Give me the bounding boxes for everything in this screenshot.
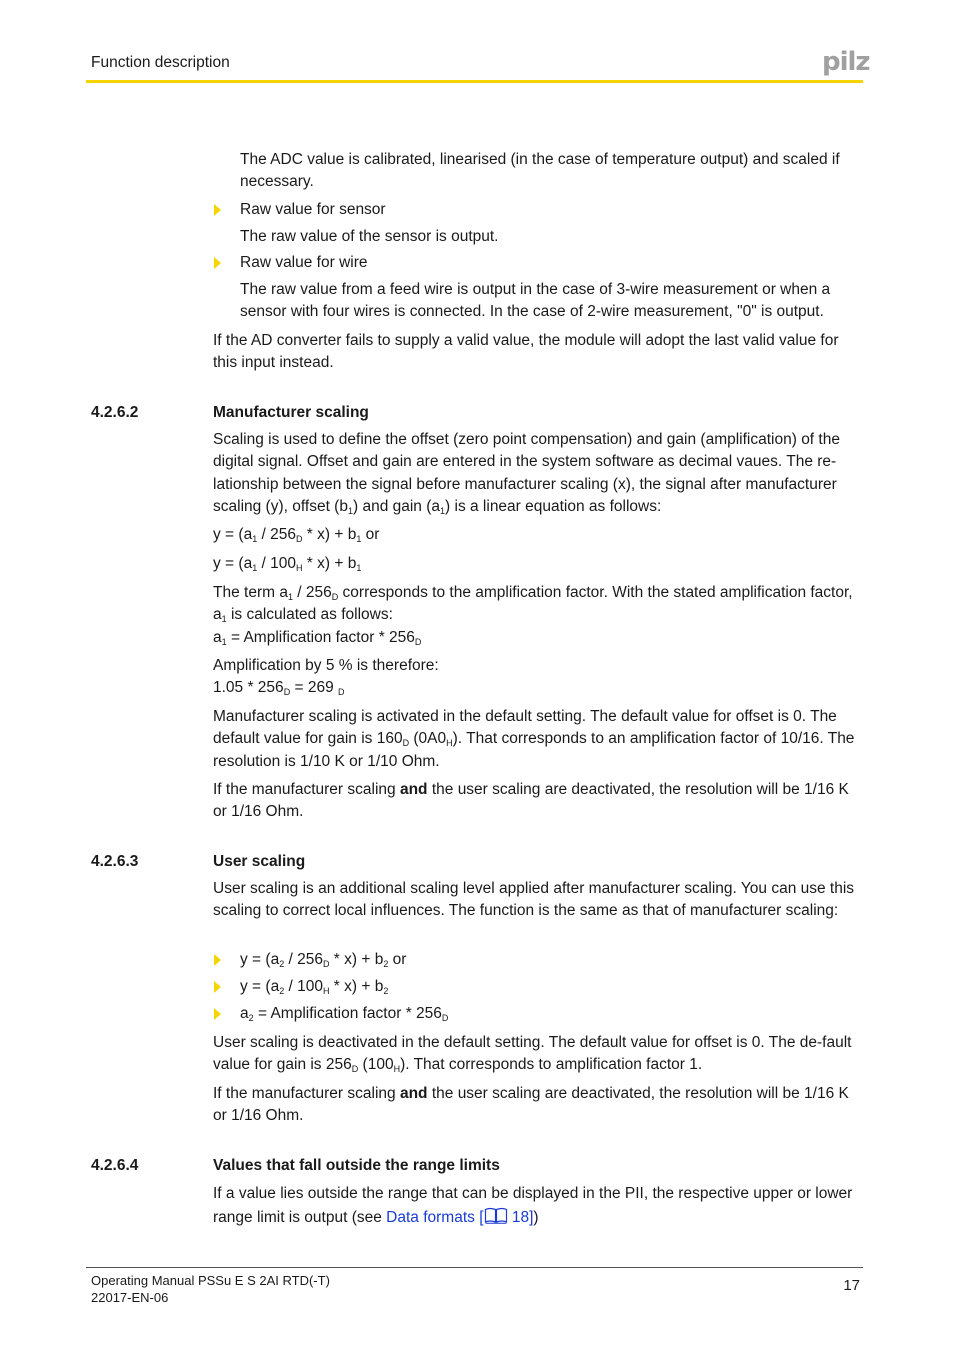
intro-paragraph-ad-converter: If the AD converter fails to supply a valid value, the module will adopt the last valid value for this input instead. — [213, 332, 839, 372]
bullet-arrow-icon — [214, 981, 221, 993]
section-title-manufacturer-scaling: Manufacturer scaling — [213, 404, 369, 421]
header-rule — [86, 80, 863, 83]
book-icon — [484, 1207, 508, 1224]
user-default-paragraph: User scaling is deactivated in the default setting. The default value for offset is 0. The de-fault value for gain is $256_D$ $(100_H)$. That corresponds to amplification factor 1. — [213, 1034, 852, 1075]
page-number: 17 — [843, 1277, 860, 1294]
bullet-user-equation-256d: $y = (a_2 / 256_D * x) + b_2$ or — [213, 949, 863, 971]
bullet-raw-sensor: Raw value for sensor — [213, 199, 863, 221]
footer-manual-title: Operating Manual PSSu E S 2AI RTD(-T) — [91, 1273, 330, 1288]
bullet-user-a2-formula: $a_2$ = Amplification factor * $256_D$ — [213, 1003, 863, 1025]
pilz-logo: pilz — [822, 47, 870, 77]
amplification-example: Amplification by 5 % is therefore: $1.05 * 256_D = 269$ $_D$ — [213, 657, 439, 698]
manufacturer-scaling-intro: Scaling is used to define the offset (zero point compensation) and gain (amplification) of the digital signal. Offset and gain are entered in the system software as decimal vaues. The re-lationship between the signal before manufacturer scaling (x), the signal after manufacturer scaling (y), offset $(b_1)$ and gain $(a_1)$ is a linear equation as follows: — [213, 431, 840, 516]
footer-rule — [86, 1267, 863, 1268]
section-number-4264: 4.2.6.4 — [91, 1157, 139, 1174]
footer-doc-number: 22017-EN-06 — [91, 1290, 169, 1305]
equation-100h: $y = (a_1 / 100_H * x) + b_1$ — [213, 555, 362, 573]
manufacturer-resolution-paragraph: If the manufacturer scaling and the user scaling are deactivated, the resolution will be 1/16 K or 1/16 Ohm. — [213, 781, 849, 821]
user-scaling-intro: User scaling is an additional scaling level applied after manufacturer scaling. You can use this scaling to correct local influences. The function is the same as that of manufacturer scaling: — [213, 880, 855, 920]
user-resolution-paragraph: If the manufacturer scaling and the user scaling are deactivated, the resolution will be 1/16 K or 1/16 Ohm. — [213, 1085, 849, 1125]
bullet-arrow-icon — [214, 257, 221, 269]
section-title-user-scaling: User scaling — [213, 853, 306, 870]
range-limits-paragraph: If a value lies outside the range that can be displayed in the PII, the respective upper or lower range limit is output (see Data formats [ 18]) — [213, 1185, 853, 1226]
equation-256d: $y = (a_1 / 256_D * x) + b_1$ or — [213, 526, 380, 544]
intro-paragraph-sensor: The raw value of the sensor is output. — [240, 228, 499, 245]
footer-document-info — [91, 1272, 330, 1306]
manufacturer-default-paragraph: Manufacturer scaling is activated in the default setting. The default value for offset is 0. The default value for gain is $160_D$ $(0A0_H)$. That corresponds to an amplification factor of 10/16. The resolution is 1/10 K or 1/10 Ohm. — [213, 708, 855, 770]
intro-paragraph-wire: The raw value from a feed wire is output in the case of 3-wire measurement or when a sensor with four wires is connected. In the case of 2-wire measurement, "0" is output. — [240, 281, 831, 321]
amplification-factor-paragraph: The term $a_1 / 256_D$ corresponds to the amplification factor. With the stated amplification factor, $a_1$ is calculated as follows: $a_1$ = Amplification factor * $256_D$ — [213, 584, 853, 647]
intro-paragraph-adc: The ADC value is calibrated, linearised (in the case of temperature output) and scaled if necessary. — [240, 151, 840, 191]
section-number-4263: 4.2.6.3 — [91, 853, 139, 870]
running-header: Function description — [91, 54, 230, 71]
bullet-user-equation-100h: $y = (a_2 / 100_H * x) + b_2$ — [213, 976, 863, 998]
bullet-arrow-icon — [214, 954, 221, 966]
data-formats-link[interactable]: Data formats [ 18] — [386, 1209, 534, 1226]
bullet-arrow-icon — [214, 1008, 221, 1020]
section-title-range-limits: Values that fall outside the range limits — [213, 1157, 500, 1174]
bullet-raw-wire: Raw value for wire — [213, 252, 863, 274]
bullet-arrow-icon — [214, 204, 221, 216]
section-number-4262: 4.2.6.2 — [91, 404, 139, 421]
